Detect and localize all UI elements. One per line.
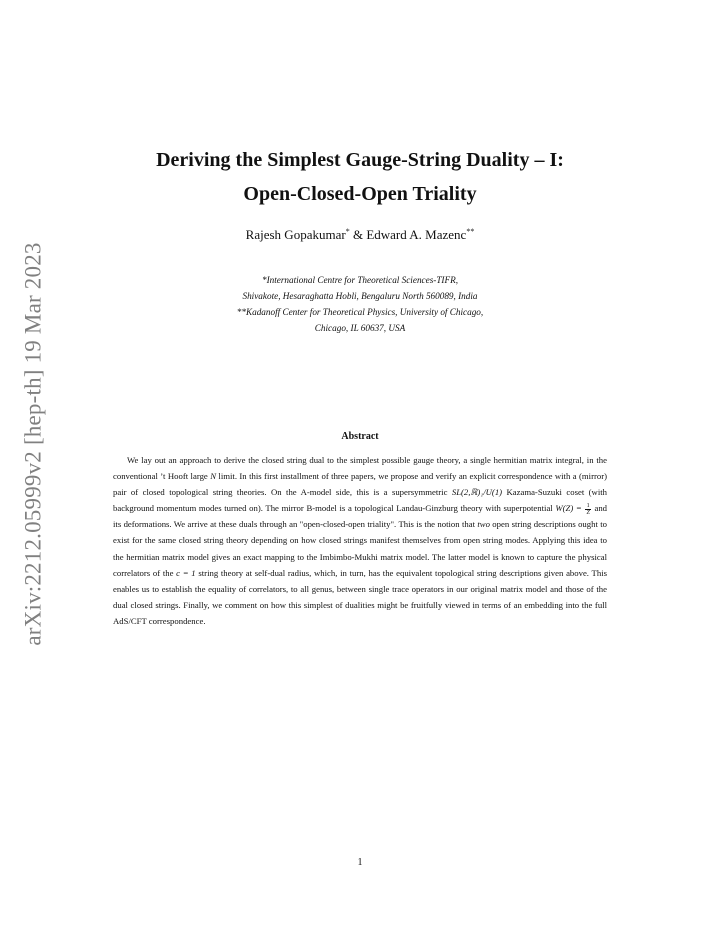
author-separator: &: [349, 227, 367, 242]
author-name-1: Rajesh Gopakumar: [245, 227, 346, 242]
affiliation-2-mark: **: [236, 307, 246, 317]
author-list: [0, 227, 720, 243]
affiliation-1-line-2: Shivakote, Hesaraghatta Hobli, Bengaluru North 560089, India: [242, 291, 478, 301]
affiliation-1-mark: *: [261, 275, 267, 285]
abstract-text-2: limit. In this first installment of three papers, we propose and verify an explicit correspondence with a (mirror) pair of closed topological string theories. On the A-model side, this is a supersymmetric: [113, 471, 607, 498]
affiliation-1-line-1: International Centre for Theoretical Sciences-TIFR,: [266, 275, 459, 285]
abstract-symbol-n: N: [210, 471, 216, 482]
affiliation-2: [0, 304, 720, 336]
paper-title: [0, 143, 720, 211]
author-mark-2: **: [466, 227, 475, 236]
abstract-coset: SL(2,ℝ)₁/U(1): [451, 487, 503, 498]
fraction-numerator: 1: [586, 502, 590, 509]
abstract-text-4: and its deformations. We arrive at these duals through an "open-closed-open triality". This is the notion that: [113, 503, 608, 530]
affiliation-2-line-2: Chicago, IL 60637, USA: [314, 323, 406, 333]
abstract-text-3: Kazama-Suzuki coset (with background momentum modes turned on). The mirror B-model is a topological Landau-Ginzburg theory with superpotential: [113, 487, 607, 514]
abstract-text-1: We lay out an approach to derive the closed string dual to the simplest possible gauge theory, a single hermitian matrix integral, in the conventional ’t Hooft large: [113, 455, 607, 482]
author-mark-1: *: [345, 227, 350, 236]
arxiv-identifier: arXiv:2212.05999v2 [hep-th] 19 Mar 2023: [21, 242, 47, 646]
affiliation-2-line-1: Kadanoff Center for Theoretical Physics, University of Chicago,: [245, 307, 484, 317]
affiliation-1: [0, 272, 720, 304]
abstract-heading: Abstract: [341, 431, 379, 442]
fraction-denominator: Z: [586, 509, 590, 516]
author-name-2: Edward A. Mazenc: [366, 227, 467, 242]
abstract-superpotential: W(Z) =: [555, 503, 585, 514]
abstract-text-5: open string descriptions ought to exist for the same closed string theory depending on how closed strings manifest themselves from open string modes. Applying this idea to the hermitian matrix model gives an exact mapping to the Imbimbo-Mukhi matrix model. The latter model is known to capture the physical correlators of the: [113, 519, 607, 578]
affiliations: [0, 272, 720, 336]
abstract-text: [113, 452, 607, 629]
title-line-2: Open-Closed-Open Triality: [243, 183, 477, 205]
abstract-c-equals-1: c = 1: [176, 567, 196, 578]
abstract-emphasis-two: two: [477, 519, 490, 530]
abstract-text-6: string theory at self-dual radius, which, in turn, has the equivalent topological string descriptions given above. This enables us to establish the equality of correlators, to all genus, between single trace operators in our original matrix model and those of the dual closed strings. Finally, we comment on how this simplest of dualities might be fruitfully viewed in terms of an embedding into the full AdS/CFT correspondence.: [113, 567, 607, 626]
abstract-fraction: [585, 503, 590, 516]
title-line-1: Deriving the Simplest Gauge-String Duality – I:: [156, 149, 564, 171]
page-number: 1: [357, 857, 363, 868]
